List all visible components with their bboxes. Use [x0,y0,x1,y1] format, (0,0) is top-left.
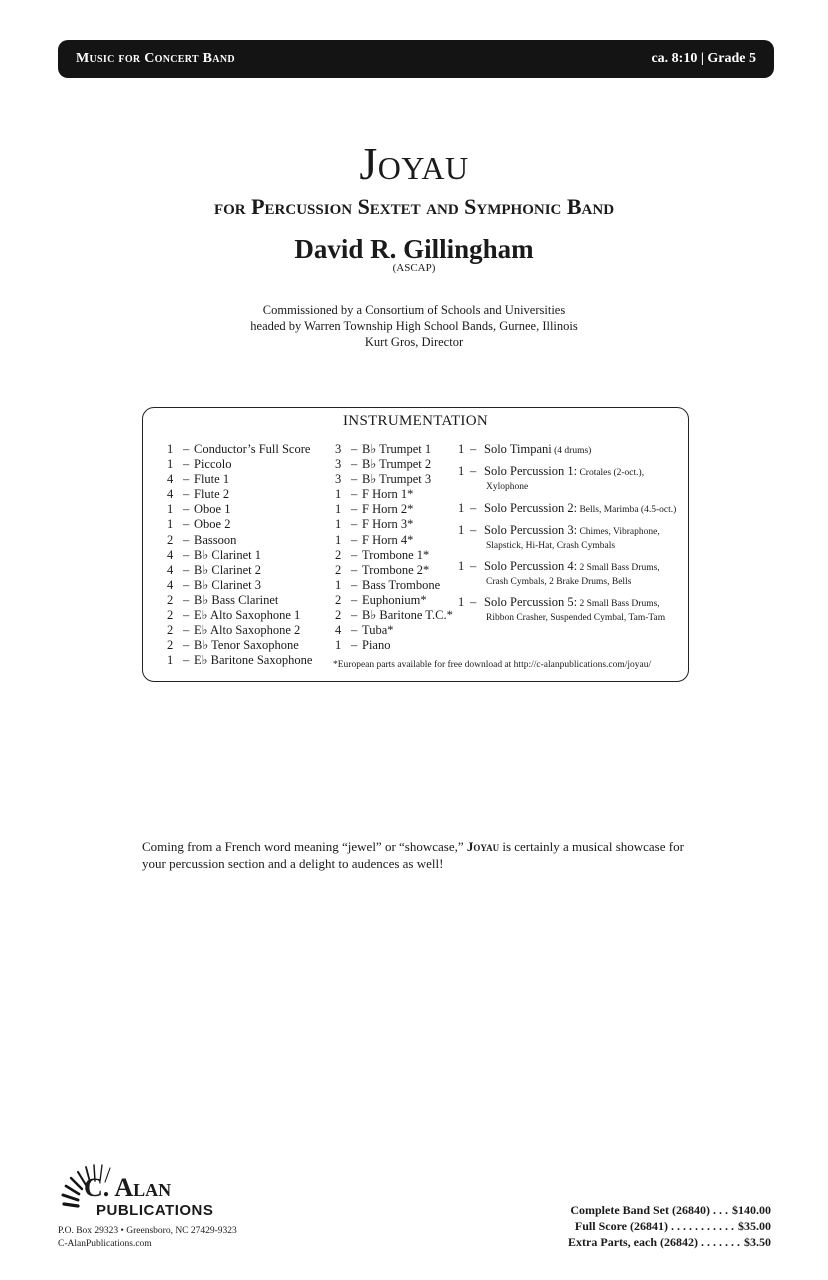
part-row [167,487,312,502]
dash-separator: – [470,442,477,456]
part-name: Oboe 1 [194,502,231,517]
part-row [335,533,453,548]
part-name: B♭ Trumpet 3 [362,472,432,487]
soloist-entry [458,559,660,589]
part-qty: 1 [458,501,465,515]
dash-separator: – [351,562,358,577]
part-detail: 2 Small Bass Drums, [577,599,660,609]
duration-grade: ca. 8:10 | Grade 5 [651,51,756,66]
part-row [167,472,312,487]
part-name: Oboe 2 [194,517,231,532]
soloist-entry [458,595,665,625]
price-list [568,1202,771,1250]
part-row [167,442,312,457]
part-qty: 1 [167,457,174,472]
soloist-entry [458,442,591,458]
dash-separator: – [470,523,477,537]
dash-separator: – [351,638,358,653]
part-qty: 1 [458,523,465,537]
price-label: Extra Parts, each (26842) . . . . . . . [568,1235,740,1249]
publisher-name: C. Alan [84,1173,172,1202]
part-qty: 2 [167,532,174,547]
instrumentation-box [142,407,689,682]
part-qty: 2 [167,638,174,653]
part-name: F Horn 1* [362,487,414,502]
publisher-publications: PUBLICATIONS [96,1202,214,1219]
price-label: Full Score (26841) . . . . . . . . . . . [574,1219,734,1233]
part-name: Solo Percussion 1: [484,464,578,478]
part-row [167,563,312,578]
dash-separator: – [351,502,358,517]
subtitle: for Percussion Sextet and Symphonic Band [213,194,615,219]
part-name: Flute 2 [194,487,230,502]
dash-separator: – [351,487,358,502]
part-row [167,653,312,668]
part-qty: 1 [335,638,342,653]
dash-separator: – [183,517,190,532]
soloist-line [458,559,660,575]
dash-separator: – [351,547,358,562]
dash-separator: – [183,487,190,502]
instrumentation-column-1 [167,442,312,668]
part-name: Conductor’s Full Score [194,442,311,456]
dash-separator: – [351,472,358,487]
part-qty: 1 [167,517,174,532]
part-qty: 4 [167,547,174,562]
part-name: E♭ Alto Saxophone 1 [194,608,301,623]
dash-separator: – [183,638,190,653]
part-name: B♭ Tenor Saxophone [194,638,299,653]
part-qty: 1 [335,502,342,517]
part-qty: 4 [335,623,342,638]
soloist-line [458,442,591,458]
part-name: B♭ Baritone T.C.* [362,608,453,623]
series-label: Music for Concert Band [76,51,235,66]
price-row [568,1202,771,1218]
dash-separator: – [351,532,358,547]
dash-separator: – [351,608,358,623]
part-row [335,608,453,623]
price-value: $35.00 [738,1219,771,1233]
part-row [167,457,312,472]
part-name: B♭ Clarinet 1 [194,547,261,562]
dash-separator: – [351,442,358,456]
part-row [335,623,453,638]
part-name: Bass Trombone [362,577,441,592]
dash-separator: – [470,501,477,515]
soloist-entry [458,501,676,517]
part-qty: 4 [167,472,174,487]
description [142,838,702,872]
dash-separator: – [470,464,477,478]
dash-separator: – [183,547,190,562]
dash-separator: – [351,623,358,638]
part-row [335,578,453,593]
part-name: Solo Percussion 2: [484,501,578,515]
dash-separator: – [183,577,190,592]
publisher-website: C-AlanPublications.com [58,1239,152,1249]
part-name: B♭ Clarinet 3 [194,577,261,592]
part-qty: 1 [458,442,465,456]
dash-separator: – [351,577,358,592]
soloist-entry [458,464,644,494]
commission-block [0,302,828,350]
price-row [568,1218,771,1234]
part-name: B♭ Trumpet 1 [362,442,432,456]
part-qty: 1 [335,577,342,592]
affiliation: (ASCAP) [392,262,436,274]
part-qty: 4 [167,577,174,592]
description-title: Joyau [466,839,500,854]
soloist-line [458,523,660,539]
part-row [335,457,453,472]
part-name: F Horn 4* [362,532,414,547]
dash-separator: – [183,457,190,472]
dash-separator: – [351,457,358,472]
part-qty: 2 [167,623,174,638]
part-name: F Horn 2* [362,502,414,517]
part-row [167,502,312,517]
part-row [335,502,453,517]
part-name: B♭ Trumpet 2 [362,457,432,472]
part-qty: 3 [335,442,342,456]
part-name: Trombone 1* [362,547,430,562]
part-row [167,608,312,623]
part-row [335,487,453,502]
part-row [335,442,453,457]
part-qty: 1 [335,532,342,547]
part-row [335,517,453,532]
dash-separator: – [183,592,190,607]
part-qty: 1 [458,464,465,478]
header-bar [58,40,774,78]
part-qty: 4 [167,487,174,502]
part-name: Piccolo [194,457,232,472]
part-name: E♭ Alto Saxophone 2 [194,623,301,638]
dash-separator: – [183,532,190,547]
part-name: Bassoon [194,532,237,547]
part-name: Trombone 2* [362,562,430,577]
part-row [167,638,312,653]
commission-line: headed by Warren Township High School Bands, Gurnee, Illinois [250,319,578,333]
instrumentation-heading: INSTRUMENTATION [343,413,488,429]
part-detail-line: Slapstick, Hi-Hat, Crash Cymbals [486,541,616,551]
part-row [335,638,453,653]
part-name: Euphonium* [362,592,427,607]
part-qty: 3 [335,457,342,472]
part-qty: 1 [167,442,174,456]
part-detail: Chimes, Vibraphone, [577,527,660,537]
part-detail-line: Xylophone [486,482,529,492]
dash-separator: – [470,559,477,573]
composer: David R. Gillingham [294,234,534,264]
soloist-line [458,501,676,517]
part-qty: 2 [335,547,342,562]
part-detail: 2 Small Bass Drums, [577,563,660,573]
part-row [167,517,312,532]
part-qty: 1 [335,487,342,502]
part-name: Solo Percussion 5: [484,595,578,609]
part-qty: 1 [458,559,465,573]
part-qty: 1 [335,517,342,532]
dash-separator: – [183,442,190,456]
footnote: *European parts available for free download at http://c-alanpublications.com/joyau/ [333,660,652,670]
dash-separator: – [183,502,190,517]
part-name: B♭ Clarinet 2 [194,562,261,577]
dash-separator: – [183,472,190,487]
part-name: Tuba* [362,623,394,638]
part-name: Solo Percussion 4: [484,559,578,573]
part-detail-line: Crash Cymbals, 2 Brake Drums, Bells [486,577,632,587]
part-detail: Bells, Marimba (4.5-oct.) [577,505,677,515]
commission-line: Commissioned by a Consortium of Schools and Universities [262,303,566,317]
part-name: Flute 1 [194,472,230,487]
dash-separator: – [351,517,358,532]
part-name: B♭ Bass Clarinet [194,592,279,607]
dash-separator: – [183,608,190,623]
dash-separator: – [470,595,477,609]
price-value: $3.50 [744,1235,771,1249]
price-label: Complete Band Set (26840) . . . [570,1203,728,1217]
page-title: Joyau [359,138,469,189]
publisher-address: P.O. Box 29323 • Greensboro, NC 27429-9323 [58,1226,237,1236]
dash-separator: – [351,592,358,607]
dash-separator: – [183,653,190,668]
description-text: is certainly a musical showcase for your percussion section and a delight to audences as well! [142,839,684,871]
part-row [335,472,453,487]
part-qty: 1 [167,502,174,517]
soloist-line [458,464,644,480]
part-row [167,593,312,608]
part-name: E♭ Baritone Saxophone [194,653,313,668]
price-row [568,1234,771,1250]
commission-line: Kurt Gros, Director [364,335,464,349]
description-text: Coming from a French word meaning “jewel” or “showcase,” [142,839,467,854]
price-value: $140.00 [732,1203,771,1217]
part-row [167,578,312,593]
part-name: Solo Percussion 3: [484,523,578,537]
part-qty: 2 [167,592,174,607]
part-row [167,623,312,638]
soloist-entry [458,523,660,553]
part-qty: 4 [167,562,174,577]
part-name: F Horn 3* [362,517,414,532]
dash-separator: – [183,562,190,577]
part-qty: 2 [335,562,342,577]
part-qty: 3 [335,472,342,487]
part-detail: Crotales (2-oct.), [577,468,645,478]
part-row [335,548,453,563]
part-name: Piano [362,638,391,653]
soloist-line [458,595,665,611]
part-qty: 1 [458,595,465,609]
part-row [167,548,312,563]
dash-separator: – [183,623,190,638]
part-qty: 2 [167,608,174,623]
part-row [167,533,312,548]
part-name: Solo Timpani [484,442,552,456]
part-detail-line: Ribbon Crasher, Suspended Cymbal, Tam-Tam [486,613,666,623]
part-row [335,563,453,578]
instrumentation-column-2 [335,442,453,653]
part-detail: (4 drums) [551,446,592,456]
part-qty: 1 [167,653,174,668]
part-qty: 2 [335,592,342,607]
part-row [335,593,453,608]
part-qty: 2 [335,608,342,623]
